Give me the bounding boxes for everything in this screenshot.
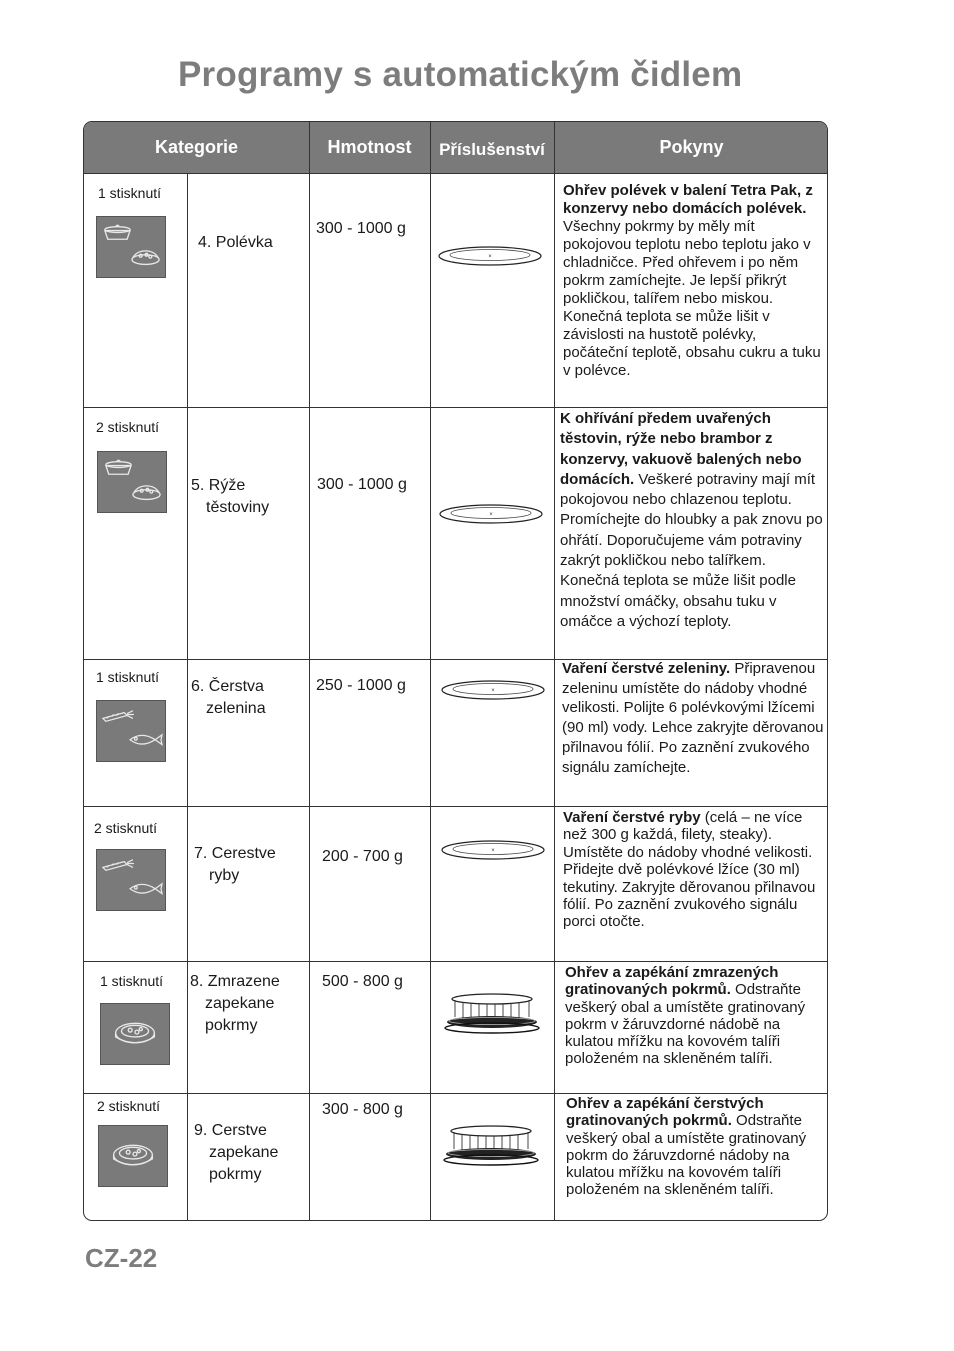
row-divider — [84, 173, 828, 174]
rack-on-plate-icon — [443, 990, 541, 1041]
weight-range: 300 - 1000 g — [317, 476, 407, 493]
press-count: 2 stisknutí — [97, 1098, 161, 1114]
soup-bowl-icon — [97, 451, 167, 513]
instructions-text: Ohřev a zapékání zmrazených gratinovaných pokrmů. Odstraňte veškerý obal a umístěte gratinovaný pokrm v žáruvzdorné nádobě na kulatou mřížku na kovovém talíři položeném na skleněném talíři. — [565, 964, 806, 1068]
svg-text:×: × — [489, 512, 493, 518]
svg-text:×: × — [491, 848, 495, 854]
column-divider — [187, 173, 188, 1221]
press-count: 1 stisknutí — [100, 973, 164, 989]
turntable-plate-icon — [438, 502, 544, 531]
gratin-dish-icon — [98, 1125, 168, 1187]
page-number: CZ-22 — [85, 1243, 158, 1273]
weight-range: 300 - 1000 g — [316, 220, 406, 237]
page-title: Programy s automatickým čidlem — [178, 55, 743, 94]
category-name: 5. Rýže těstoviny — [191, 477, 270, 516]
weight-range: 300 - 800 g — [322, 1101, 403, 1118]
svg-text:×: × — [491, 688, 495, 694]
column-divider — [430, 122, 431, 1221]
weight-range: 500 - 800 g — [322, 973, 403, 990]
press-count: 1 stisknutí — [98, 185, 162, 201]
turntable-plate-icon — [440, 838, 546, 867]
category-name: 7. Cerestve ryby — [194, 845, 276, 884]
header-instructions: Pokyny — [659, 137, 724, 157]
row-divider — [84, 961, 828, 962]
instructions-text: K ohřívání předem uvařených těstovin, rýže nebo brambor z konzervy, vakuově balených nebo domácích. Veškeré potraviny mají mít pokojovou nebo chlazenou teplotu. Promíchejte do hloubky a pak znovu po ohřátí. Doporučujeme vám potraviny zakrýt pokličkou nebo talířkem. Konečná teplota se může lišit podle množství omáčky, obsahu tuku v omáčce a výchozí teploty. — [560, 410, 823, 630]
instructions-text: Vaření čerstvé ryby (celá – ne více než 300 g každá, filety, steaky). Umístěte do nádoby vhodné velikosti. Přidejte dvě polévkové lžíce (30 ml) tekutiny. Zakryjte děrovanou přilnavou fólií. Po zaznění zvukového signálu porci otočte. — [563, 809, 816, 931]
soup-bowl-icon — [96, 216, 166, 278]
header-weight: Hmotnost — [327, 137, 412, 157]
category-name: 9. Cerstve zapekane pokrmy — [194, 1122, 279, 1183]
row-divider — [84, 806, 828, 807]
vegetable-fish-icon — [96, 700, 166, 762]
turntable-plate-icon — [440, 678, 546, 707]
category-name: 6. Čerstva zelenina — [191, 678, 266, 717]
gratin-dish-icon — [100, 1003, 170, 1065]
vegetable-fish-icon — [96, 849, 166, 911]
weight-range: 200 - 700 g — [322, 848, 403, 865]
row-divider — [84, 407, 828, 408]
instructions-text: Ohřev a zapékání čerstvých gratinovaných pokrmů. Odstraňte veškerý obal a umístěte gratinovaný pokrm do žáruvzdorné nádoby na kulatou mřížku na kovovém talíři položeném na skleněném talíři. — [566, 1095, 807, 1199]
header-accessory: Příslušenství — [439, 139, 545, 159]
weight-range: 250 - 1000 g — [316, 677, 406, 694]
category-name: 4. Polévka — [198, 234, 273, 251]
rack-on-plate-icon — [442, 1122, 540, 1173]
column-divider — [309, 122, 310, 1221]
press-count: 1 stisknutí — [96, 669, 160, 685]
column-divider — [554, 122, 555, 1221]
instructions-text: Ohřev polévek v balení Tetra Pak, z konzervy nebo domácích polévek. Všechny pokrmy by měly mít pokojovou teplotu nebo teplotu jako v chladničce. Před ohřevem i po něm pokrm zamíchejte. Je lepší přikrýt pokličkou, talířem nebo miskou. Konečná teplota se může lišit v závislosti na hustotě polévky, počáteční teplotě, obsahu cukru a tuku v polévce. — [563, 182, 821, 379]
turntable-plate-icon — [437, 244, 543, 273]
row-divider — [84, 1093, 828, 1094]
instructions-text: Vaření čerstvé zeleniny. Připravenou zeleninu umístěte do nádoby vhodné velikosti. Polijte 6 polévkovými lžícemi (90 ml) vody. Lehce zakryjte děrovanou přilnavou fólií. Po zaznění zvukového signálu zamíchejte. — [562, 660, 824, 776]
press-count: 2 stisknutí — [94, 820, 158, 836]
press-count: 2 stisknutí — [96, 419, 160, 435]
category-name: 8. Zmrazene zapekane pokrmy — [190, 973, 280, 1034]
header-category: Kategorie — [154, 137, 239, 157]
svg-text:×: × — [488, 254, 492, 260]
